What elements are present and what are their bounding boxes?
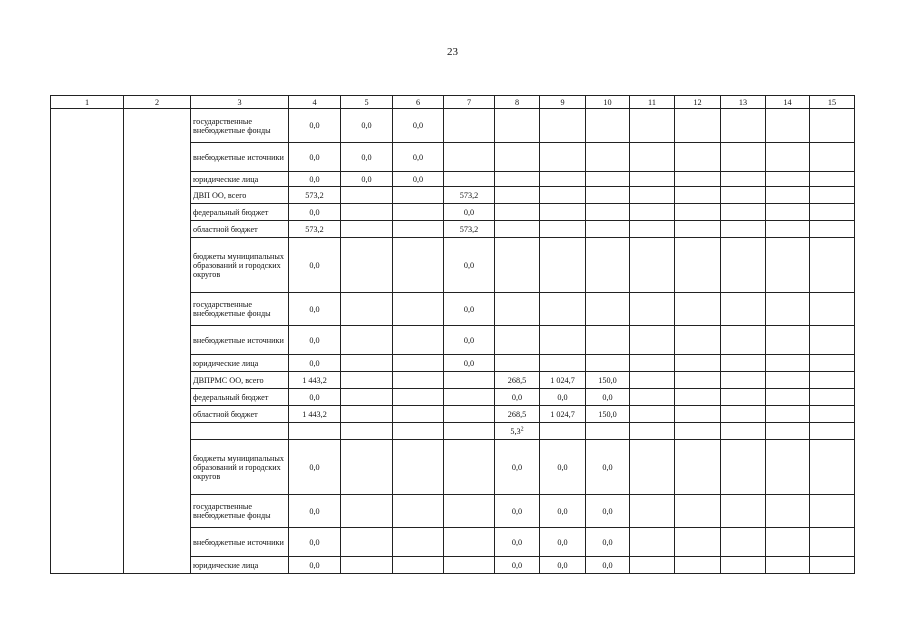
value-cell-10 <box>586 187 630 204</box>
empty-cell-12 <box>675 528 721 557</box>
value-cell-10 <box>586 326 630 355</box>
value-cell-10 <box>586 238 630 293</box>
empty-cell-15 <box>810 495 855 528</box>
empty-cell-13 <box>721 109 766 143</box>
value-cell-7 <box>444 372 495 389</box>
empty-cell-14 <box>766 495 810 528</box>
value-cell-9 <box>540 355 586 372</box>
empty-cell-14 <box>766 440 810 495</box>
value-cell-8: 0,0 <box>495 528 540 557</box>
value-cell-5 <box>341 187 393 204</box>
value-cell-4: 573,2 <box>289 187 341 204</box>
value-cell-10: 150,0 <box>586 406 630 423</box>
row-label: областной бюджет <box>191 221 289 238</box>
empty-cell-11 <box>630 221 675 238</box>
empty-cell-11 <box>630 326 675 355</box>
value-cell-4: 0,0 <box>289 495 341 528</box>
empty-cell-13 <box>721 495 766 528</box>
value-cell-4 <box>289 423 341 440</box>
empty-cell-13 <box>721 423 766 440</box>
empty-cell-14 <box>766 187 810 204</box>
value-cell-6 <box>393 372 444 389</box>
empty-cell-13 <box>721 528 766 557</box>
empty-cell-14 <box>766 406 810 423</box>
value-cell-10 <box>586 109 630 143</box>
empty-cell-11 <box>630 557 675 574</box>
empty-cell-11 <box>630 423 675 440</box>
empty-cell-15 <box>810 528 855 557</box>
value-cell-4: 0,0 <box>289 143 341 172</box>
empty-cell-11 <box>630 372 675 389</box>
value-cell-9 <box>540 187 586 204</box>
value-cell-9: 0,0 <box>540 495 586 528</box>
value-cell-10 <box>586 143 630 172</box>
empty-cell-14 <box>766 238 810 293</box>
empty-cell-13 <box>721 326 766 355</box>
empty-cell-11 <box>630 406 675 423</box>
row-label: юридические лица <box>191 172 289 187</box>
value-cell-4: 0,0 <box>289 355 341 372</box>
value-cell-6 <box>393 389 444 406</box>
row-label: областной бюджет <box>191 406 289 423</box>
empty-cell-11 <box>630 528 675 557</box>
row-label: государственные внебюджетные фонды <box>191 109 289 143</box>
value-cell-10: 0,0 <box>586 528 630 557</box>
value-cell-7: 0,0 <box>444 238 495 293</box>
col-header: 13 <box>721 96 766 109</box>
col1-cell <box>51 109 124 574</box>
table-row <box>51 109 855 143</box>
value-cell-8 <box>495 238 540 293</box>
value-text: 5,3 <box>510 426 521 436</box>
value-cell-8: 268,5 <box>495 406 540 423</box>
empty-cell-13 <box>721 172 766 187</box>
value-cell-5 <box>341 423 393 440</box>
value-cell-4: 0,0 <box>289 326 341 355</box>
value-cell-10: 0,0 <box>586 557 630 574</box>
value-cell-4: 1 443,2 <box>289 406 341 423</box>
value-cell-4: 0,0 <box>289 204 341 221</box>
value-cell-6 <box>393 528 444 557</box>
empty-cell-12 <box>675 238 721 293</box>
value-cell-9: 1 024,7 <box>540 406 586 423</box>
row-label: ДВПРМС ОО, всего <box>191 372 289 389</box>
empty-cell-12 <box>675 221 721 238</box>
value-cell-7: 0,0 <box>444 293 495 326</box>
col-header: 7 <box>444 96 495 109</box>
value-cell-5 <box>341 204 393 221</box>
value-cell-5 <box>341 389 393 406</box>
value-cell-7 <box>444 557 495 574</box>
value-cell-8: 0,0 <box>495 389 540 406</box>
empty-cell-12 <box>675 187 721 204</box>
empty-cell-13 <box>721 204 766 221</box>
empty-cell-14 <box>766 109 810 143</box>
empty-cell-15 <box>810 221 855 238</box>
empty-cell-11 <box>630 355 675 372</box>
value-cell-9 <box>540 143 586 172</box>
value-cell-5 <box>341 440 393 495</box>
empty-cell-13 <box>721 293 766 326</box>
empty-cell-14 <box>766 355 810 372</box>
col-header: 11 <box>630 96 675 109</box>
empty-cell-13 <box>721 440 766 495</box>
value-cell-8 <box>495 109 540 143</box>
value-cell-6 <box>393 221 444 238</box>
value-cell-6 <box>393 187 444 204</box>
empty-cell-15 <box>810 372 855 389</box>
empty-cell-11 <box>630 389 675 406</box>
value-cell-8 <box>495 172 540 187</box>
row-label: внебюджетные источники <box>191 528 289 557</box>
value-cell-7 <box>444 109 495 143</box>
value-cell-9: 0,0 <box>540 440 586 495</box>
value-cell-6 <box>393 355 444 372</box>
row-label: федеральный бюджет <box>191 204 289 221</box>
col-header: 4 <box>289 96 341 109</box>
value-cell-5 <box>341 326 393 355</box>
value-cell-4: 0,0 <box>289 293 341 326</box>
value-cell-8: 0,0 <box>495 440 540 495</box>
value-cell-7 <box>444 406 495 423</box>
value-cell-6 <box>393 406 444 423</box>
value-cell-7: 0,0 <box>444 204 495 221</box>
row-label: бюджеты муниципальных образований и городских округов <box>191 440 289 495</box>
header-row <box>51 96 855 109</box>
empty-cell-13 <box>721 355 766 372</box>
empty-cell-14 <box>766 143 810 172</box>
value-cell-4: 0,0 <box>289 389 341 406</box>
value-cell-5 <box>341 221 393 238</box>
empty-cell-11 <box>630 238 675 293</box>
empty-cell-14 <box>766 172 810 187</box>
empty-cell-12 <box>675 440 721 495</box>
value-cell-9: 1 024,7 <box>540 372 586 389</box>
value-cell-7: 573,2 <box>444 187 495 204</box>
value-cell-9 <box>540 423 586 440</box>
value-cell-4: 0,0 <box>289 109 341 143</box>
empty-cell-12 <box>675 372 721 389</box>
value-cell-7 <box>444 143 495 172</box>
value-cell-8 <box>495 204 540 221</box>
empty-cell-12 <box>675 172 721 187</box>
value-cell-10: 150,0 <box>586 372 630 389</box>
empty-cell-15 <box>810 406 855 423</box>
value-cell-5: 0,0 <box>341 109 393 143</box>
empty-cell-13 <box>721 372 766 389</box>
empty-cell-14 <box>766 293 810 326</box>
col-header: 2 <box>124 96 191 109</box>
empty-cell-14 <box>766 221 810 238</box>
empty-cell-12 <box>675 406 721 423</box>
value-cell-10 <box>586 221 630 238</box>
row-label: юридические лица <box>191 557 289 574</box>
col-header: 12 <box>675 96 721 109</box>
empty-cell-11 <box>630 204 675 221</box>
value-cell-6 <box>393 293 444 326</box>
col2-cell <box>124 109 191 574</box>
budget-table <box>50 95 855 574</box>
empty-cell-13 <box>721 557 766 574</box>
empty-cell-15 <box>810 389 855 406</box>
value-cell-8: 0,0 <box>495 495 540 528</box>
row-label: бюджеты муниципальных образований и городских округов <box>191 238 289 293</box>
empty-cell-15 <box>810 326 855 355</box>
empty-cell-15 <box>810 423 855 440</box>
empty-cell-12 <box>675 495 721 528</box>
empty-cell-13 <box>721 389 766 406</box>
value-cell-5 <box>341 293 393 326</box>
empty-cell-15 <box>810 293 855 326</box>
value-cell-4: 573,2 <box>289 221 341 238</box>
value-cell-7 <box>444 389 495 406</box>
value-cell-6 <box>393 440 444 495</box>
row-label <box>191 423 289 440</box>
empty-cell-15 <box>810 109 855 143</box>
empty-cell-12 <box>675 204 721 221</box>
empty-cell-14 <box>766 423 810 440</box>
empty-cell-15 <box>810 143 855 172</box>
value-cell-7 <box>444 423 495 440</box>
value-cell-5: 0,0 <box>341 143 393 172</box>
row-label: внебюджетные источники <box>191 143 289 172</box>
value-cell-9 <box>540 172 586 187</box>
empty-cell-15 <box>810 187 855 204</box>
value-cell-5 <box>341 495 393 528</box>
value-cell-4: 1 443,2 <box>289 372 341 389</box>
col-header: 15 <box>810 96 855 109</box>
empty-cell-14 <box>766 557 810 574</box>
empty-cell-13 <box>721 406 766 423</box>
value-cell-7 <box>444 528 495 557</box>
value-cell-5 <box>341 528 393 557</box>
value-cell-9 <box>540 109 586 143</box>
empty-cell-12 <box>675 557 721 574</box>
value-cell-10 <box>586 293 630 326</box>
footnote-mark: 2 <box>520 425 524 432</box>
empty-cell-11 <box>630 109 675 143</box>
value-cell-5 <box>341 355 393 372</box>
value-cell-10 <box>586 204 630 221</box>
value-cell-6 <box>393 423 444 440</box>
empty-cell-14 <box>766 372 810 389</box>
empty-cell-15 <box>810 557 855 574</box>
row-label: государственные внебюджетные фонды <box>191 293 289 326</box>
value-cell-9 <box>540 204 586 221</box>
empty-cell-14 <box>766 389 810 406</box>
value-cell-6 <box>393 238 444 293</box>
empty-cell-12 <box>675 326 721 355</box>
empty-cell-11 <box>630 143 675 172</box>
page-number: 23 <box>447 46 458 58</box>
value-cell-8 <box>495 423 540 440</box>
empty-cell-13 <box>721 238 766 293</box>
value-cell-6: 0,0 <box>393 109 444 143</box>
value-cell-5 <box>341 372 393 389</box>
empty-cell-15 <box>810 238 855 293</box>
empty-cell-12 <box>675 389 721 406</box>
empty-cell-11 <box>630 187 675 204</box>
value-cell-4: 0,0 <box>289 557 341 574</box>
value-cell-8 <box>495 355 540 372</box>
value-cell-10 <box>586 423 630 440</box>
empty-cell-12 <box>675 423 721 440</box>
value-cell-10 <box>586 355 630 372</box>
value-cell-5 <box>341 238 393 293</box>
empty-cell-11 <box>630 293 675 326</box>
col-header: 3 <box>191 96 289 109</box>
empty-cell-12 <box>675 355 721 372</box>
value-cell-9 <box>540 293 586 326</box>
col-header: 6 <box>393 96 444 109</box>
empty-cell-11 <box>630 440 675 495</box>
empty-cell-12 <box>675 109 721 143</box>
empty-cell-13 <box>721 143 766 172</box>
value-cell-7: 573,2 <box>444 221 495 238</box>
value-cell-7 <box>444 495 495 528</box>
value-cell-7: 0,0 <box>444 355 495 372</box>
empty-cell-13 <box>721 221 766 238</box>
empty-cell-14 <box>766 204 810 221</box>
col-header: 5 <box>341 96 393 109</box>
empty-cell-11 <box>630 495 675 528</box>
value-cell-6 <box>393 495 444 528</box>
empty-cell-15 <box>810 355 855 372</box>
empty-cell-15 <box>810 204 855 221</box>
value-cell-9 <box>540 221 586 238</box>
value-cell-5 <box>341 406 393 423</box>
value-cell-9: 0,0 <box>540 528 586 557</box>
value-cell-5: 0,0 <box>341 172 393 187</box>
value-cell-8: 0,0 <box>495 557 540 574</box>
value-cell-8 <box>495 326 540 355</box>
row-label: юридические лица <box>191 355 289 372</box>
value-cell-6: 0,0 <box>393 172 444 187</box>
value-cell-8 <box>495 293 540 326</box>
empty-cell-15 <box>810 172 855 187</box>
value-cell-10: 0,0 <box>586 389 630 406</box>
empty-cell-12 <box>675 143 721 172</box>
value-cell-8 <box>495 187 540 204</box>
value-cell-10 <box>586 172 630 187</box>
value-cell-9 <box>540 238 586 293</box>
row-label: федеральный бюджет <box>191 389 289 406</box>
empty-cell-14 <box>766 528 810 557</box>
value-cell-7: 0,0 <box>444 326 495 355</box>
row-label: внебюджетные источники <box>191 326 289 355</box>
value-cell-8: 268,5 <box>495 372 540 389</box>
empty-cell-14 <box>766 326 810 355</box>
row-label: государственные внебюджетные фонды <box>191 495 289 528</box>
value-cell-10: 0,0 <box>586 495 630 528</box>
value-cell-7 <box>444 172 495 187</box>
value-cell-8 <box>495 221 540 238</box>
value-cell-4: 0,0 <box>289 528 341 557</box>
value-cell-4: 0,0 <box>289 440 341 495</box>
empty-cell-11 <box>630 172 675 187</box>
value-cell-6 <box>393 204 444 221</box>
empty-cell-13 <box>721 187 766 204</box>
value-cell-7 <box>444 440 495 495</box>
col-header: 1 <box>51 96 124 109</box>
value-cell-9: 0,0 <box>540 389 586 406</box>
empty-cell-15 <box>810 440 855 495</box>
col-header: 8 <box>495 96 540 109</box>
value-cell-6 <box>393 557 444 574</box>
col-header: 10 <box>586 96 630 109</box>
value-cell-8 <box>495 143 540 172</box>
value-cell-6: 0,0 <box>393 143 444 172</box>
col-header: 9 <box>540 96 586 109</box>
row-label: ДВП ОО, всего <box>191 187 289 204</box>
value-cell-9 <box>540 326 586 355</box>
empty-cell-12 <box>675 293 721 326</box>
col-header: 14 <box>766 96 810 109</box>
value-cell-5 <box>341 557 393 574</box>
value-cell-6 <box>393 326 444 355</box>
value-cell-9: 0,0 <box>540 557 586 574</box>
value-cell-4: 0,0 <box>289 172 341 187</box>
value-cell-10: 0,0 <box>586 440 630 495</box>
value-cell-4: 0,0 <box>289 238 341 293</box>
